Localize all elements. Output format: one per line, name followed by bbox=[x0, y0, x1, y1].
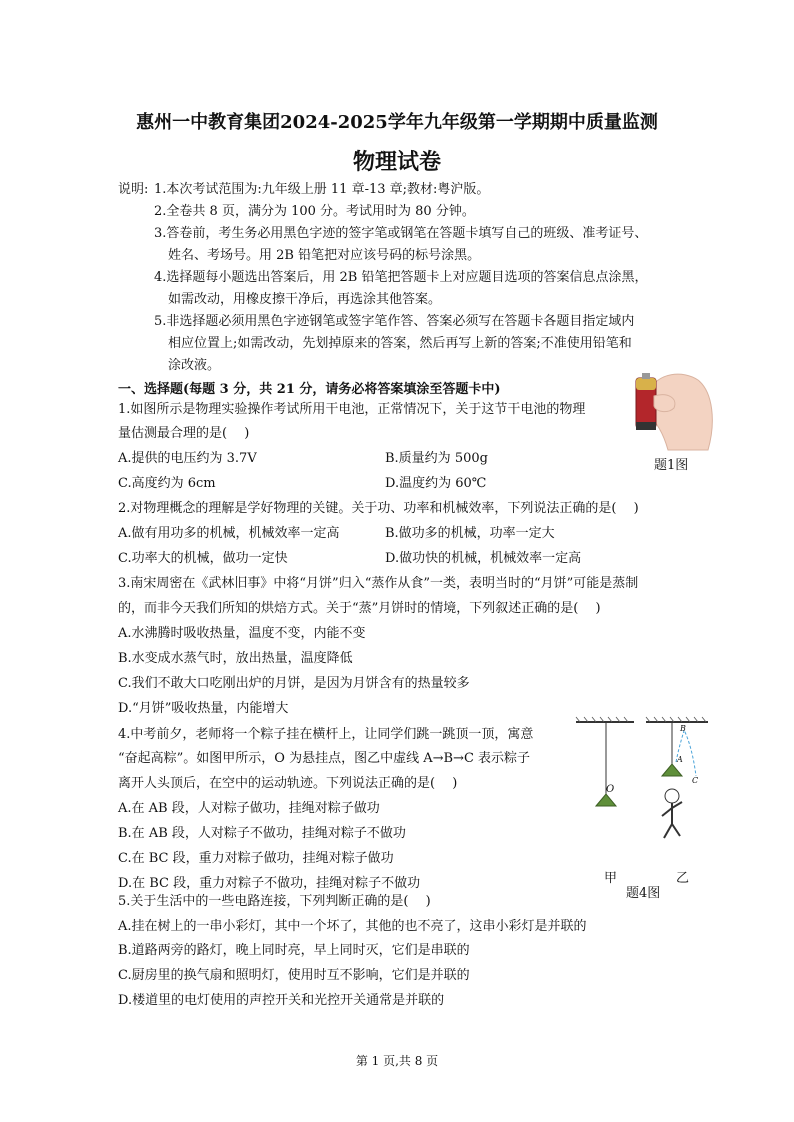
question-3-option-d: D.“月饼”吸收热量，内能增大 bbox=[118, 701, 289, 716]
exam-title: 惠州一中教育集团2024-2025学年九年级第一学期期中质量监测 bbox=[136, 112, 658, 133]
question-4-stem: “奋起高粽”。如图甲所示，O 为悬挂点，图乙中虚线 A→B→C 表示粽子 bbox=[118, 751, 531, 766]
instruction-line: 涂改液。 bbox=[168, 358, 221, 373]
question-5-option-a: A.挂在树上的一串小彩灯，其中一个坏了，其他的也不亮了，这串小彩灯是并联的 bbox=[118, 919, 587, 934]
question-2-option-b: B.做功多的机械，功率一定大 bbox=[385, 526, 555, 541]
question-2-option-d: D.做功快的机械，机械效率一定高 bbox=[385, 551, 582, 566]
zongzi-figure bbox=[572, 712, 712, 882]
subject-title: 物理试卷 bbox=[352, 149, 441, 175]
question-4-stem: 离开人头顶后，在空中的运动轨迹。下列说法正确的是( ) bbox=[118, 776, 458, 791]
question-5-option-d: D.楼道里的电灯使用的声控开关和光控开关通常是并联的 bbox=[118, 993, 445, 1008]
question-4-option-d: D.在 BC 段，重力对粽子不做功，挂绳对粽子不做功 bbox=[118, 876, 421, 891]
question-3-stem: 3.南宋周密在《武林旧事》中将“月饼”归入“蒸作从食”一类，表明当时的“月饼”可能是蒸制 bbox=[118, 576, 639, 591]
figure-4-label-left: 甲 bbox=[604, 871, 618, 886]
instruction-line: 1.本次考试范围为:九年级上册 11 章-13 章;教材:粤沪版。 bbox=[154, 182, 490, 197]
instruction-line: 相应位置上;如需改动，先划掉原来的答案，然后再写上新的答案;不准使用铅笔和 bbox=[168, 336, 632, 351]
question-3-option-a: A.水沸腾时吸收热量，温度不变，内能不变 bbox=[118, 626, 366, 641]
question-5-option-b: B.道路两旁的路灯，晚上同时亮，早上同时灭，它们是串联的 bbox=[118, 943, 470, 958]
question-1-option-c: C.高度约为 6cm bbox=[118, 476, 216, 491]
label-o: O bbox=[606, 784, 615, 795]
question-2-option-c: C.功率大的机械，做功一定快 bbox=[118, 551, 288, 566]
label-c: C bbox=[692, 776, 699, 785]
instructions-lead: 说明: bbox=[118, 182, 149, 197]
question-4-option-a: A.在 AB 段，人对粽子做功，挂绳对粽子做功 bbox=[118, 801, 380, 816]
instruction-line: 4.选择题每小题选出答案后，用 2B 铅笔把答题卡上对应题目选项的答案信息点涂黑， bbox=[154, 270, 648, 285]
instruction-line: 如需改动，用橡皮擦干净后，再选涂其他答案。 bbox=[168, 292, 442, 307]
question-3-option-c: C.我们不敢大口吃刚出炉的月饼，是因为月饼含有的热量较多 bbox=[118, 676, 470, 691]
question-2-stem: 2.对物理概念的理解是学好物理的关键。关于功、功率和机械效率，下列说法正确的是( ) bbox=[118, 501, 639, 516]
instruction-line: 2.全卷共 8 页，满分为 100 分。考试用时为 80 分钟。 bbox=[154, 204, 475, 219]
question-1-option-b: B.质量约为 500g bbox=[385, 451, 488, 466]
question-4-option-c: C.在 BC 段，重力对粽子做功，挂绳对粽子做功 bbox=[118, 851, 394, 866]
question-2-option-a: A.做有用功多的机械，机械效率一定高 bbox=[118, 526, 340, 541]
question-4-option-b: B.在 AB 段，人对粽子不做功，挂绳对粽子不做功 bbox=[118, 826, 406, 841]
question-1-stem: 量估测最合理的是( ) bbox=[118, 426, 250, 441]
question-1-stem: 1.如图所示是物理实验操作考试所用干电池，正常情况下，关于这节干电池的物理 bbox=[118, 402, 586, 417]
instruction-line: 姓名、考场号。用 2B 铅笔把对应该号码的标号涂黑。 bbox=[168, 248, 481, 263]
figure-4-caption: 题4图 bbox=[626, 886, 661, 901]
label-a: A bbox=[677, 755, 683, 764]
section-heading: 一、选择题(每题 3 分，共 21 分，请务必将答案填涂至答题卡中) bbox=[118, 382, 501, 397]
page-number: 第 1 页,共 8 页 bbox=[355, 1054, 439, 1068]
battery-figure bbox=[628, 362, 718, 454]
label-b: B bbox=[680, 724, 686, 733]
figure-4-label-right: 乙 bbox=[676, 871, 690, 886]
instruction-line: 5.非选择题必须用黑色字迹钢笔或签字笔作答、答案必须写在答题卡各题目指定域内 bbox=[154, 314, 635, 329]
question-5-option-c: C.厨房里的换气扇和照明灯，使用时互不影响，它们是并联的 bbox=[118, 968, 470, 983]
figure-1-caption: 题1图 bbox=[654, 458, 689, 473]
question-3-stem: 的，而非今天我们所知的烘焙方式。关于“蒸”月饼时的情境，下列叙述正确的是( ) bbox=[118, 601, 601, 616]
question-1-option-a: A.提供的电压约为 3.7V bbox=[118, 451, 257, 466]
question-5-stem: 5.关于生活中的一些电路连接，下列判断正确的是( ) bbox=[118, 894, 431, 909]
instruction-line: 3.答卷前，考生务必用黑色字迹的签字笔或钢笔在答题卡填写自己的班级、准考证号、 bbox=[154, 226, 648, 241]
question-1-option-d: D.温度约为 60℃ bbox=[385, 476, 487, 491]
question-4-stem: 4.中考前夕，老师将一个粽子挂在横杆上，让同学们跳一跳顶一顶，寓意 bbox=[118, 727, 534, 742]
question-3-option-b: B.水变成水蒸气时，放出热量，温度降低 bbox=[118, 651, 353, 666]
